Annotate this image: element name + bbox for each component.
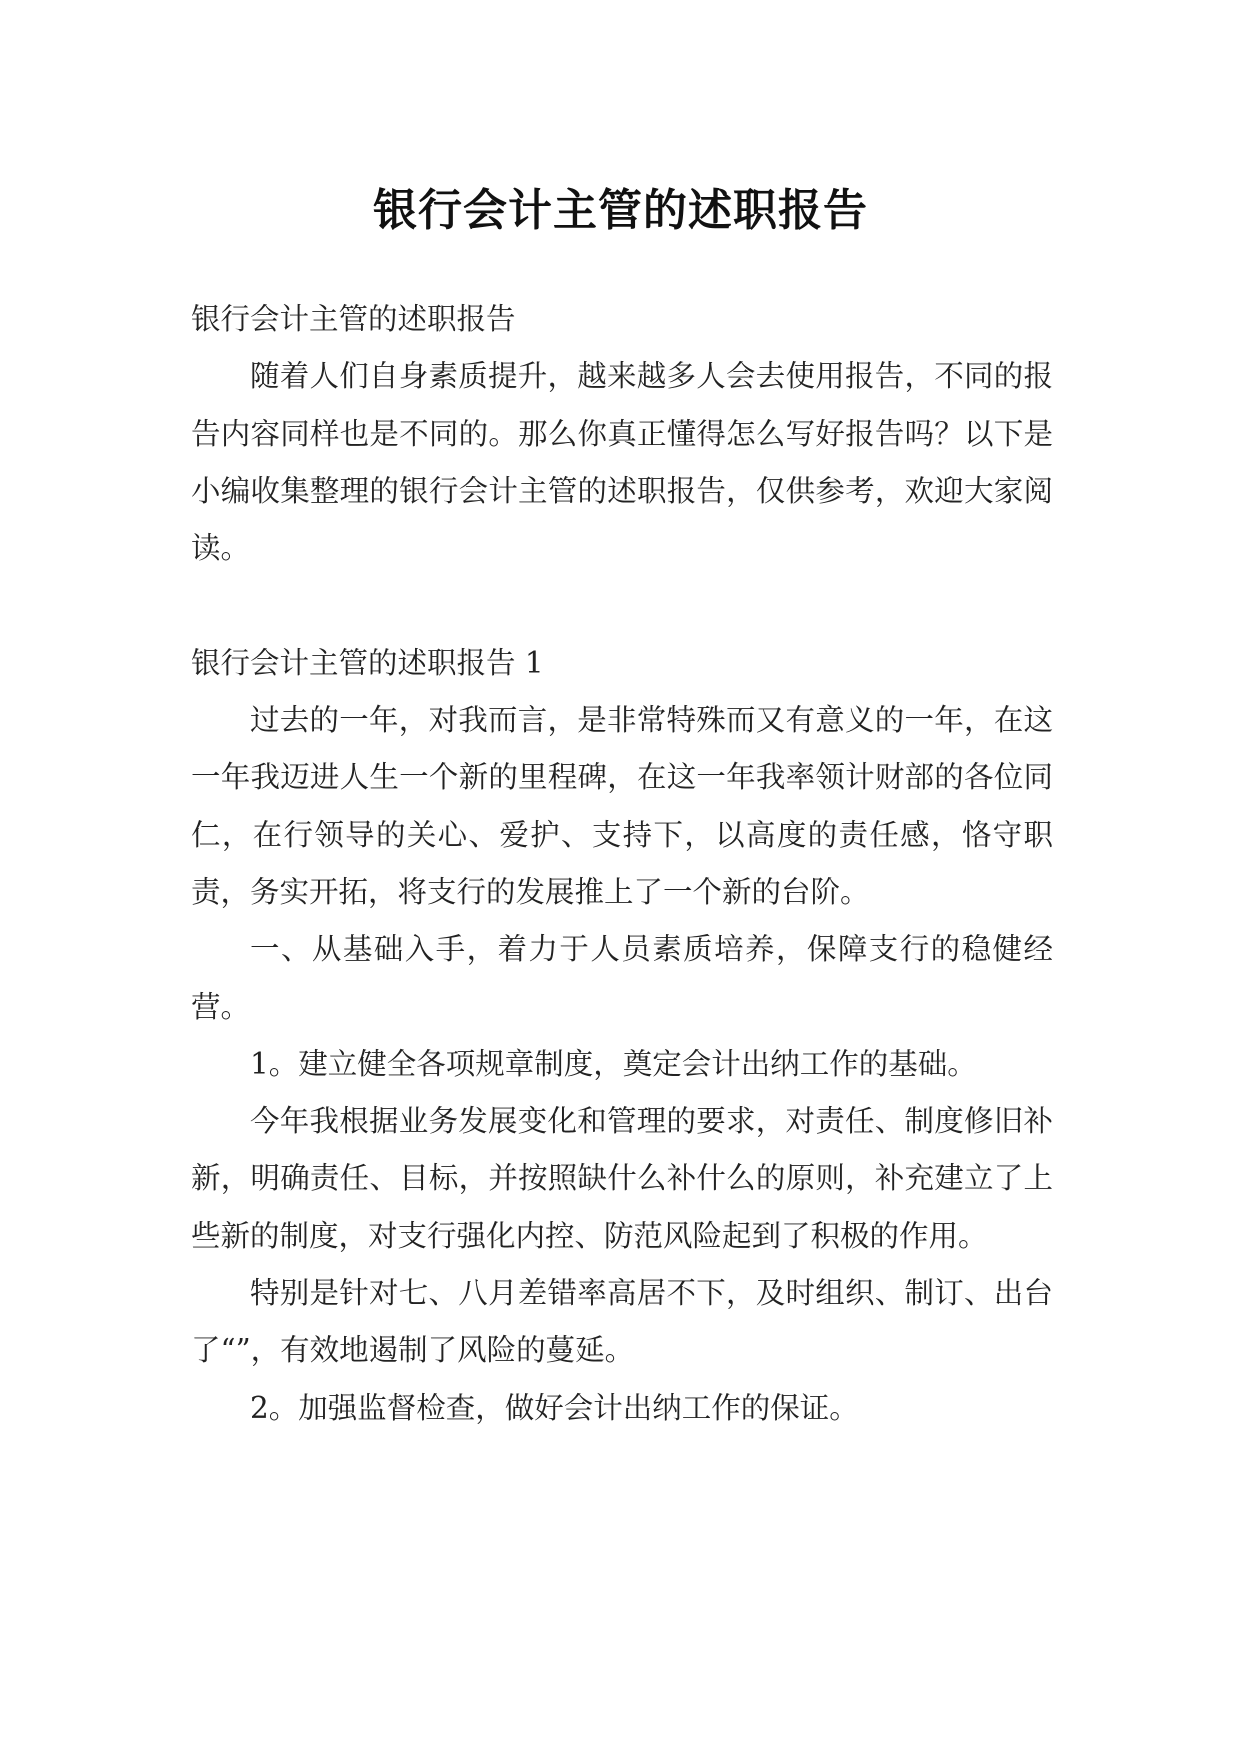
subsection-heading: 2。加强监督检查，做好会计出纳工作的保证。 [250, 1390, 859, 1425]
document-title: 银行会计主管的述职报告 [373, 185, 868, 237]
document-body [191, 291, 1053, 1437]
paragraph-spacer [191, 577, 1053, 634]
report-heading: 银行会计主管的述职报告 [191, 302, 516, 336]
section-heading: 一、从基础入手，着力于人员素质培养，保障支行的稳健经营。 [191, 932, 1053, 1024]
body-paragraph: 过去的一年，对我而言，是非常特殊而又有意义的一年，在这一年我迈进人生一个新的里程碑，在这一年我率领计财部的各位同仁，在行领导的关心、爱护、支持下，以高度的责任感，恪守职责，务实开拓，将支行的发展推上了一个新的台阶。 [191, 703, 1053, 909]
intro-paragraph: 随着人们自身素质提升，越来越多人会去使用报告，不同的报告内容同样也是不同的。那么你真正懂得怎么写好报告吗？以下是小编收集整理的银行会计主管的述职报告，仅供参考，欢迎大家阅读。 [191, 359, 1053, 566]
body-paragraph: 特别是针对七、八月差错率高居不下，及时组织、制订、出台了“”，有效地遏制了风险的蔓延。 [191, 1276, 1053, 1368]
report-1-heading: 银行会计主管的述职报告 1 [191, 645, 544, 680]
body-paragraph: 今年我根据业务发展变化和管理的要求，对责任、制度修旧补新，明确责任、目标，并按照缺什么补什么的原则，补充建立了上些新的制度，对支行强化内控、防范风险起到了积极的作用。 [191, 1104, 1053, 1253]
subsection-heading: 1。建立健全各项规章制度，奠定会计出纳工作的基础。 [250, 1046, 977, 1081]
